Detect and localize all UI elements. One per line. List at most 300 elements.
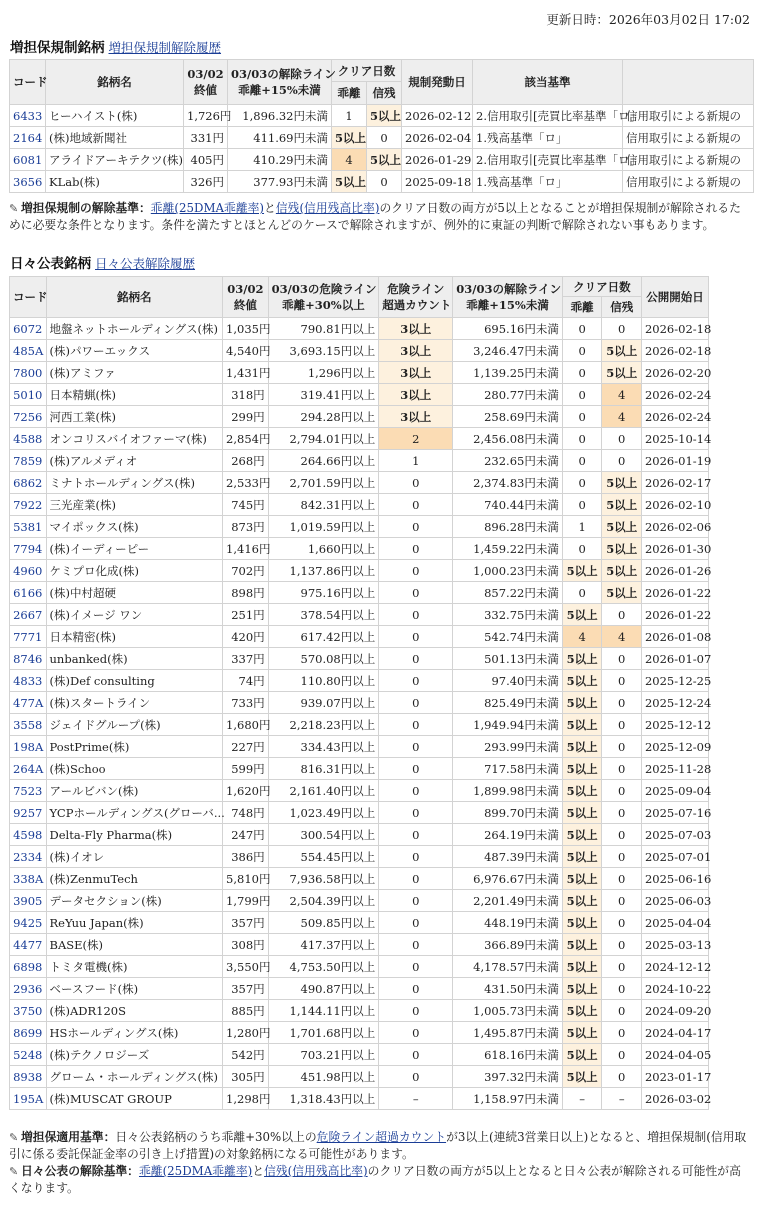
shinzan-days: 4 <box>602 626 642 648</box>
table-row <box>10 538 709 560</box>
over-count: 0 <box>379 560 453 582</box>
table-row <box>10 824 709 846</box>
kairi-days: 5以上 <box>562 1066 602 1088</box>
code-cell <box>10 384 47 406</box>
shinzan-days: 0 <box>602 868 642 890</box>
start-date: 2025-12-24 <box>641 692 708 714</box>
release-line: 899.70円未満 <box>453 802 563 824</box>
stock-code-link[interactable]: 4960 <box>13 563 43 578</box>
over-count: 0 <box>379 846 453 868</box>
col-code: コード <box>10 60 46 105</box>
stock-code-link[interactable]: 4588 <box>13 431 43 446</box>
col-criteria: 該当基準 <box>473 60 623 105</box>
stock-code-link[interactable]: 7771 <box>13 629 43 644</box>
close-price: 308円 <box>223 934 269 956</box>
kairi-days: 0 <box>562 428 602 450</box>
close-price: 318円 <box>223 384 269 406</box>
stock-name: Delta-Fly Pharma(株) <box>46 824 223 846</box>
shinzan-days: 5以上 <box>602 472 642 494</box>
over-count: 0 <box>379 494 453 516</box>
over-count: 0 <box>379 472 453 494</box>
over-count: 0 <box>379 912 453 934</box>
kairi-days: 0 <box>562 384 602 406</box>
col-shinzan: 信残 <box>367 82 402 105</box>
close-price: 1,416円 <box>223 538 269 560</box>
close-price: 386円 <box>223 846 269 868</box>
close-price: 5,810円 <box>223 868 269 890</box>
code-cell <box>10 780 47 802</box>
close-price: 251円 <box>223 604 269 626</box>
stock-name: HSホールディングス(株) <box>46 1022 223 1044</box>
stock-name: (株)パワーエックス <box>46 340 223 362</box>
start-date: 2024-04-05 <box>641 1044 708 1066</box>
stock-code-link[interactable]: 2334 <box>13 849 43 864</box>
stock-name: (株)地域新聞社 <box>46 127 184 149</box>
start-date: 2026-01-29 <box>402 149 473 171</box>
stock-code-link[interactable]: 6898 <box>13 959 43 974</box>
close-price: 337円 <box>223 648 269 670</box>
extra-info: 信用取引による新規の <box>623 127 754 149</box>
kairi-days: 5以上 <box>562 1000 602 1022</box>
release-line: 2,456.08円未満 <box>453 428 563 450</box>
kairi-days: 0 <box>562 472 602 494</box>
danger-line: 451.98円以上 <box>268 1066 379 1088</box>
stock-name: (株)Def consulting <box>46 670 223 692</box>
close-price: 702円 <box>223 560 269 582</box>
shinzan-days: 0 <box>602 978 642 1000</box>
kairi-days: 0 <box>562 318 602 340</box>
d-col-over: 危険ライン 超過カウント <box>379 277 453 318</box>
stock-code-link[interactable]: 264A <box>13 761 44 776</box>
extra-info: 信用取引による新規の <box>623 105 754 127</box>
shinzan-link[interactable]: 信残(信用残高比率) <box>275 201 380 215</box>
kairi-link[interactable]: 乖離(25DMA乖離率) <box>138 1164 253 1178</box>
d-col-code: コード <box>10 277 47 318</box>
release-line: 542.74円未満 <box>453 626 563 648</box>
stock-code-link[interactable]: 2936 <box>13 981 43 996</box>
table-row <box>10 934 709 956</box>
stock-name: ベースフード(株) <box>46 978 223 1000</box>
col-release-line: 03/03の解除ライン 乖離+15%未満 <box>228 60 332 105</box>
stock-code-link[interactable]: 7523 <box>13 783 43 798</box>
release-line: 1,949.94円未満 <box>453 714 563 736</box>
release-line: 695.16円未満 <box>453 318 563 340</box>
close-price: 247円 <box>223 824 269 846</box>
d-col-kairi: 乖離 <box>562 297 602 318</box>
kairi-days: 0 <box>562 340 602 362</box>
code-cell <box>10 890 47 912</box>
col-start: 規制発動日 <box>402 60 473 105</box>
daily-title: 日々公表銘柄 <box>10 256 91 272</box>
start-date: 2026-02-06 <box>641 516 708 538</box>
code-cell <box>10 494 47 516</box>
daily-section-title <box>10 252 195 272</box>
close-price: 268円 <box>223 450 269 472</box>
shinzan-days: 0 <box>602 648 642 670</box>
danger-line: 617.42円以上 <box>268 626 379 648</box>
start-date: 2024-10-22 <box>641 978 708 1000</box>
stock-name: (株)中村超硬 <box>46 582 223 604</box>
danger-line: 1,318.43円以上 <box>268 1088 379 1110</box>
release-line: 1,139.25円未満 <box>453 362 563 384</box>
start-date: 2025-07-16 <box>641 802 708 824</box>
start-date: 2025-09-18 <box>402 171 473 193</box>
start-date: 2026-02-24 <box>641 406 708 428</box>
shinzan-days: 0 <box>602 846 642 868</box>
stock-code-link[interactable]: 4598 <box>13 827 43 842</box>
stock-code-link[interactable]: 6862 <box>13 475 43 490</box>
stock-code-link[interactable]: 3905 <box>13 893 43 908</box>
kairi-days: 5以上 <box>562 978 602 1000</box>
code-cell <box>10 127 46 149</box>
stock-code-link[interactable]: 477A <box>13 695 44 710</box>
stock-code-link[interactable]: 8699 <box>13 1025 43 1040</box>
daily-history-link[interactable]: 日々公表解除履歴 <box>95 256 196 271</box>
stock-code-link[interactable]: 6081 <box>13 152 43 167</box>
danger-line: 378.54円以上 <box>268 604 379 626</box>
release-line: 258.69円未満 <box>453 406 563 428</box>
daily-note-1: ✎ 増担保適用基準：日々公表銘柄のうち乖離+30%以上の危険ライン超過カウントが3以上(連続3営業日以上)となると、増担保規制(信用取引に係る委託保証金率の引き上げ措置)の対象銘柄になる可能性があります。 <box>9 1130 747 1161</box>
danger-line: 975.16円以上 <box>268 582 379 604</box>
danger-line: 1,137.86円以上 <box>268 560 379 582</box>
close-price: 599円 <box>223 758 269 780</box>
table-row <box>10 450 709 472</box>
start-date: 2026-02-04 <box>402 127 473 149</box>
stock-code-link[interactable]: 5010 <box>13 387 43 402</box>
margin-note: ✎ 増担保規制の解除基準：乖離(25DMA乖離率)と信残(信用残高比率)のクリア日数の両方が5以上となることが増担保規制が解除されるために必要な条件となります。条件を満たすとほとんどのケースで解除されますが、例外的に東証の判断で解除されない事もあります。 <box>9 201 741 232</box>
danger-line: 1,023.49円以上 <box>268 802 379 824</box>
table-row <box>10 1088 709 1110</box>
over-count: 3以上 <box>379 384 453 406</box>
stock-name: 日本精蝋(株) <box>46 384 223 406</box>
start-date: 2023-01-17 <box>641 1066 708 1088</box>
release-line: 1,005.73円未満 <box>453 1000 563 1022</box>
close-price: 1,799円 <box>223 890 269 912</box>
col-extra <box>623 60 754 105</box>
start-date: 2026-02-20 <box>641 362 708 384</box>
over-count: 0 <box>379 1066 453 1088</box>
stock-code-link[interactable]: 5381 <box>13 519 43 534</box>
kairi-days: 5以上 <box>562 692 602 714</box>
release-line: 3,246.47円未満 <box>453 340 563 362</box>
danger-line: 554.45円以上 <box>268 846 379 868</box>
kairi-days: 5以上 <box>562 802 602 824</box>
code-cell <box>10 1044 47 1066</box>
code-cell <box>10 538 47 560</box>
kairi-days: 1 <box>332 105 367 127</box>
d-col-clear-days: クリア日数 <box>562 277 641 297</box>
start-date: 2026-01-08 <box>641 626 708 648</box>
stock-name: グローム・ホールディングス(株) <box>46 1066 223 1088</box>
shinzan-days: 5以上 <box>602 560 642 582</box>
stock-name: (株)イオレ <box>46 846 223 868</box>
start-date: 2025-10-14 <box>641 428 708 450</box>
code-cell <box>10 149 46 171</box>
release-line: 2,374.83円未満 <box>453 472 563 494</box>
start-date: 2025-06-16 <box>641 868 708 890</box>
close-price: 1,680円 <box>223 714 269 736</box>
over-count: 3以上 <box>379 318 453 340</box>
table-row <box>10 560 709 582</box>
code-cell <box>10 1022 47 1044</box>
close-price: 1,280円 <box>223 1022 269 1044</box>
code-cell <box>10 428 47 450</box>
table-row <box>10 956 709 978</box>
stock-code-link[interactable]: 6433 <box>13 108 43 123</box>
table-row <box>10 428 709 450</box>
table-row <box>10 736 709 758</box>
stock-name: アライドアーキテクツ(株) <box>46 149 184 171</box>
stock-code-link[interactable]: 7800 <box>13 365 43 380</box>
stock-code-link[interactable]: 4477 <box>13 937 43 952</box>
stock-code-link[interactable]: 9257 <box>13 805 43 820</box>
danger-line: 110.80円以上 <box>268 670 379 692</box>
table-row <box>10 318 709 340</box>
release-line: 264.19円未満 <box>453 824 563 846</box>
close-price: 2,533円 <box>223 472 269 494</box>
over-count: 0 <box>379 714 453 736</box>
stock-code-link[interactable]: 3750 <box>13 1003 43 1018</box>
table-row <box>10 1022 709 1044</box>
daily-table <box>9 276 712 1110</box>
close-price: 3,550円 <box>223 956 269 978</box>
danger-line: 300.54円以上 <box>268 824 379 846</box>
release-line: 4,178.57円未満 <box>453 956 563 978</box>
start-date: 2026-01-22 <box>641 604 708 626</box>
release-line: 232.65円未満 <box>453 450 563 472</box>
over-count: 0 <box>379 978 453 1000</box>
code-cell <box>10 868 47 890</box>
stock-name: 地盤ネットホールディングス(株) <box>46 318 223 340</box>
table-row <box>10 912 709 934</box>
margin-history-link[interactable]: 増担保規制解除履歴 <box>108 40 222 55</box>
code-cell <box>10 1088 47 1110</box>
table-row <box>10 384 709 406</box>
release-line: 857.22円未満 <box>453 582 563 604</box>
start-date: 2025-07-03 <box>641 824 708 846</box>
over-count: 0 <box>379 604 453 626</box>
close-price: 227円 <box>223 736 269 758</box>
stock-name: 河西工業(株) <box>46 406 223 428</box>
table-row <box>10 516 709 538</box>
start-date: 2026-02-10 <box>641 494 708 516</box>
shinzan-days: 0 <box>602 736 642 758</box>
table-row <box>10 494 709 516</box>
over-count: 0 <box>379 802 453 824</box>
over-count: 0 <box>379 538 453 560</box>
start-date: 2026-01-22 <box>641 582 708 604</box>
stock-code-link[interactable]: 6166 <box>13 585 43 600</box>
danger-line: 319.41円以上 <box>268 384 379 406</box>
table-row <box>10 340 709 362</box>
d-col-start: 公開開始日 <box>641 277 708 318</box>
release-line: 896.28円未満 <box>453 516 563 538</box>
table-row <box>10 171 754 193</box>
over-count: 0 <box>379 890 453 912</box>
table-row <box>10 362 709 384</box>
stock-code-link[interactable]: 3558 <box>13 717 43 732</box>
danger-line: 2,701.59円以上 <box>268 472 379 494</box>
start-date: 2025-03-13 <box>641 934 708 956</box>
danger-line: 490.87円以上 <box>268 978 379 1000</box>
release-line: 717.58円未満 <box>453 758 563 780</box>
close-price: 885円 <box>223 1000 269 1022</box>
stock-name: 三光産業(株) <box>46 494 223 516</box>
shinzan-days: 0 <box>602 428 642 450</box>
pencil-icon: ✎ <box>9 1165 19 1178</box>
code-cell <box>10 406 47 428</box>
over-count: 0 <box>379 934 453 956</box>
stock-code-link[interactable]: 8746 <box>13 651 43 666</box>
kairi-days: 5以上 <box>562 670 602 692</box>
table-row <box>10 127 754 149</box>
over-count: 0 <box>379 1000 453 1022</box>
stock-code-link[interactable]: 9425 <box>13 915 43 930</box>
start-date: 2025-07-01 <box>641 846 708 868</box>
shinzan-link[interactable]: 信残(信用残高比率) <box>264 1164 368 1178</box>
shinzan-days: 0 <box>367 127 402 149</box>
shinzan-days: 0 <box>602 780 642 802</box>
kairi-link[interactable]: 乖離(25DMA乖離率) <box>150 201 265 215</box>
close-price: 898円 <box>223 582 269 604</box>
over-count: 3以上 <box>379 340 453 362</box>
code-cell <box>10 846 47 868</box>
danger-count-link[interactable]: 危険ライン超過カウント <box>316 1130 447 1144</box>
stock-code-link[interactable]: 2667 <box>13 607 43 622</box>
pencil-icon: ✎ <box>9 202 19 215</box>
stock-code-link[interactable]: 7859 <box>13 453 43 468</box>
shinzan-days: 0 <box>602 1066 642 1088</box>
danger-line: 939.07円以上 <box>268 692 379 714</box>
code-cell <box>10 956 47 978</box>
over-count: – <box>379 1088 453 1110</box>
code-cell <box>10 912 47 934</box>
daily-note-2: ✎ 日々公表の解除基準：乖離(25DMA乖離率)と信残(信用残高比率)のクリア日数の両方が5以上となると日々公表が解除される可能性が高くなります。 <box>9 1164 741 1195</box>
close-price: 748円 <box>223 802 269 824</box>
code-cell <box>10 714 47 736</box>
over-count: 0 <box>379 582 453 604</box>
danger-line: 509.85円以上 <box>268 912 379 934</box>
stock-name: ジェイドグループ(株) <box>46 714 223 736</box>
stock-code-link[interactable]: 3656 <box>13 174 43 189</box>
stock-name: データセクション(株) <box>46 890 223 912</box>
stock-name: (株)イーディーピー <box>46 538 223 560</box>
close-price: 305円 <box>223 1066 269 1088</box>
release-line: 1,000.23円未満 <box>453 560 563 582</box>
code-cell <box>10 978 47 1000</box>
release-line: 280.77円未満 <box>453 384 563 406</box>
stock-code-link[interactable]: 7922 <box>13 497 43 512</box>
table-row <box>10 472 709 494</box>
stock-code-link[interactable]: 338A <box>13 871 44 886</box>
stock-code-link[interactable]: 8938 <box>13 1069 43 1084</box>
kairi-days: 5以上 <box>562 604 602 626</box>
shinzan-days: 0 <box>602 956 642 978</box>
code-cell <box>10 1000 47 1022</box>
d-col-shinzan: 信残 <box>602 297 642 318</box>
stock-code-link[interactable]: 7256 <box>13 409 43 424</box>
danger-line: 2,504.39円以上 <box>268 890 379 912</box>
stock-code-link[interactable]: 4833 <box>13 673 43 688</box>
code-cell <box>10 1066 47 1088</box>
shinzan-days: 5以上 <box>367 149 402 171</box>
danger-line: 1,144.11円以上 <box>268 1000 379 1022</box>
release-line: 377.93円未満 <box>228 171 332 193</box>
stock-code-link[interactable]: 6072 <box>13 321 43 336</box>
shinzan-days: 0 <box>602 934 642 956</box>
table-row <box>10 604 709 626</box>
danger-line: 1,296円以上 <box>268 362 379 384</box>
release-line: 410.29円未満 <box>228 149 332 171</box>
kairi-days: 0 <box>562 582 602 604</box>
shinzan-days: 0 <box>602 802 642 824</box>
over-count: 0 <box>379 670 453 692</box>
table-row <box>10 648 709 670</box>
danger-line: 417.37円以上 <box>268 934 379 956</box>
stock-name: unbanked(株) <box>46 648 223 670</box>
over-count: 0 <box>379 736 453 758</box>
shinzan-days: 5以上 <box>602 362 642 384</box>
criteria: 2.信用取引[売買比率基準「ロ」 <box>473 149 623 171</box>
over-count: 0 <box>379 780 453 802</box>
code-cell <box>10 450 47 472</box>
code-cell <box>10 560 47 582</box>
shinzan-days: 0 <box>602 912 642 934</box>
start-date: 2026-02-17 <box>641 472 708 494</box>
shinzan-days: 0 <box>602 1000 642 1022</box>
danger-line: 264.66円以上 <box>268 450 379 472</box>
close-price: 357円 <box>223 978 269 1000</box>
stock-name: BASE(株) <box>46 934 223 956</box>
stock-code-link[interactable]: 195A <box>13 1091 44 1106</box>
stock-code-link[interactable]: 5248 <box>13 1047 43 1062</box>
stock-name: (株)テクノロジーズ <box>46 1044 223 1066</box>
danger-line: 3,693.15円以上 <box>268 340 379 362</box>
table-row <box>10 692 709 714</box>
table-row <box>10 1066 709 1088</box>
stock-name: アールビバン(株) <box>46 780 223 802</box>
shinzan-days: 0 <box>602 318 642 340</box>
d-col-name: 銘柄名 <box>46 277 223 318</box>
start-date: 2026-01-26 <box>641 560 708 582</box>
close-price: 745円 <box>223 494 269 516</box>
danger-line: 703.21円以上 <box>268 1044 379 1066</box>
close-price: 74円 <box>223 670 269 692</box>
shinzan-days: 5以上 <box>367 105 402 127</box>
kairi-days: 4 <box>562 626 602 648</box>
start-date: 2024-12-12 <box>641 956 708 978</box>
stock-code-link[interactable]: 7794 <box>13 541 43 556</box>
shinzan-days: 4 <box>602 384 642 406</box>
start-date: 2025-11-28 <box>641 758 708 780</box>
shinzan-days: 0 <box>602 670 642 692</box>
shinzan-days: 0 <box>602 692 642 714</box>
stock-code-link[interactable]: 2164 <box>13 130 43 145</box>
stock-code-link[interactable]: 198A <box>13 739 44 754</box>
over-count: 0 <box>379 692 453 714</box>
kairi-days: 5以上 <box>562 648 602 670</box>
stock-name: ヒーハイスト(株) <box>46 105 184 127</box>
over-count: 3以上 <box>379 362 453 384</box>
release-line: 501.13円未満 <box>453 648 563 670</box>
close-price: 873円 <box>223 516 269 538</box>
kairi-days: 5以上 <box>562 934 602 956</box>
stock-code-link[interactable]: 485A <box>13 343 44 358</box>
code-cell <box>10 692 47 714</box>
margin-section-title <box>10 36 221 56</box>
kairi-days: 5以上 <box>562 758 602 780</box>
kairi-days: 5以上 <box>562 1044 602 1066</box>
